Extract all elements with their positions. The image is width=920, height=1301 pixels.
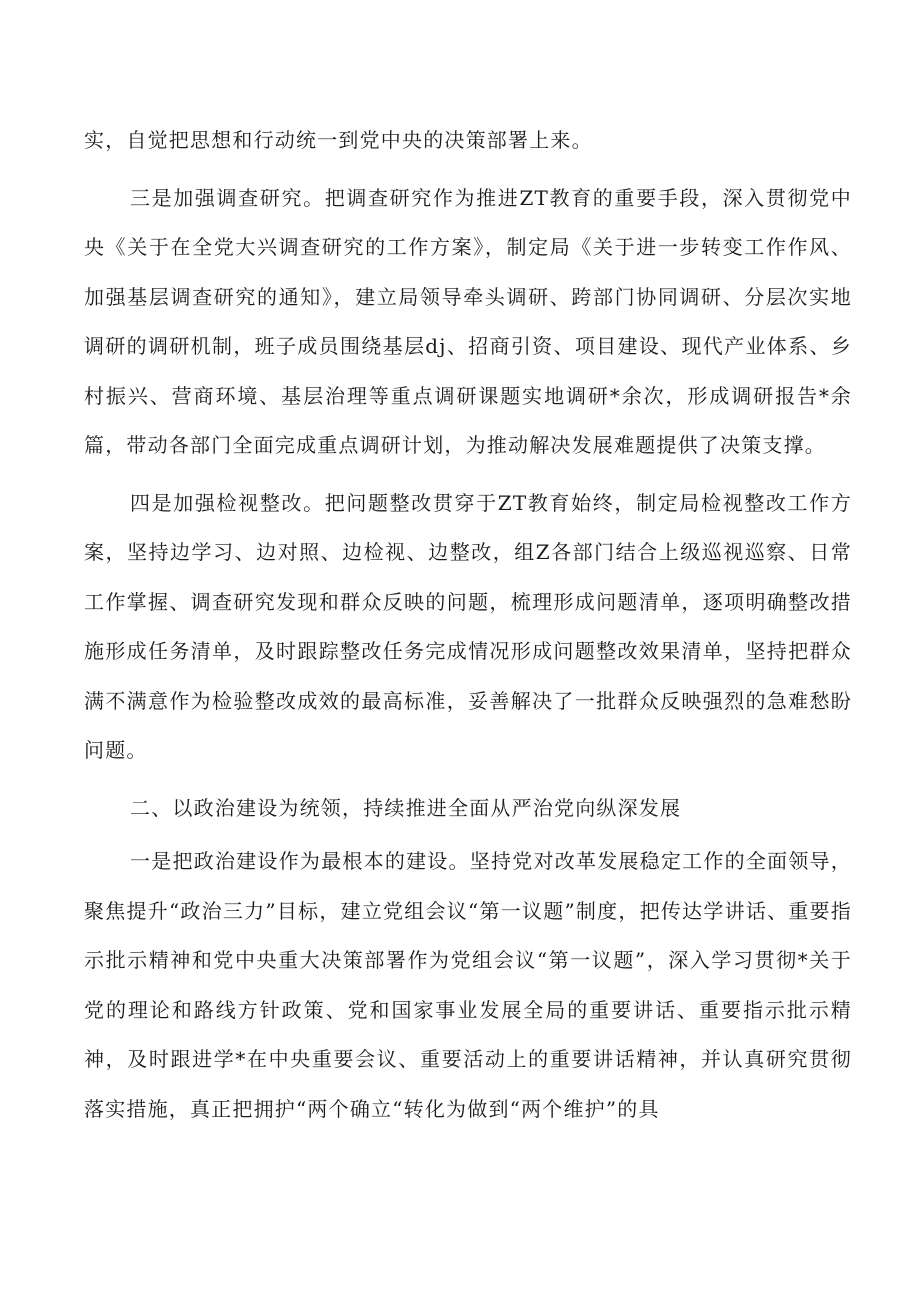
document-page (84, 116, 852, 1134)
paragraph-continuation: 实，自觉把思想和行动统一到党中央的决策部署上来。 (84, 128, 593, 152)
paragraph-investigation-research: 三是加强调查研究。把调查研究作为推进ZT教育的重要手段，深入贯彻党中央《关于在全党大兴调查研究的工作方案》，制定局《关于进一步转变工作作风、加强基层调查研究的通知》，建立局领导牵头调研、跨部门协同调研、分层次实地调研的调研机制，班子成员围绕基层dj、招商引资、项目建设、现代产业体系、乡村振兴、营商环境、基层治理等重点调研课题实地调研*余次，形成调研报告*余篇，带动各部门全面完成重点调研计划，为推动解决发展难题提供了决策支撑。 (84, 185, 852, 457)
paragraph-political-construction: 一是把政治建设作为最根本的建设。坚持党对改革发展稳定工作的全面领导，聚焦提升“政治三力”目标，建立党组会议“第一议题”制度，把传达学讲话、重要指示批示精神和党中央重大决策部署作为党组会议“第一议题”，深入学习贯彻*关于党的理论和路线方针政策、党和国家事业发展全局的重要讲话、重要指示批示精神，及时跟进学*在中央重要会议、重要活动上的重要讲话精神，并认真研究贯彻落实措施，真正把拥护“两个确立“转化为做到“两个维护”的具 (84, 849, 852, 1121)
section-heading-political-construction: 二、以政治建设为统领，持续推进全面从严治党向纵深发展 (130, 795, 682, 820)
paragraph-inspection-rectification: 四是加强检视整改。把问题整改贯穿于ZT教育始终，制定局检视整改工作方案，坚持边学习、边对照、边检视、边整改，组Z各部门结合上级巡视巡察、日常工作掌握、调查研究发现和群众反映的问题，梳理形成问题清单，逐项明确整改措施形成任务清单，及时跟踪整改任务完成情况形成问题整改效果清单，坚持把群众满不满意作为检验整改成效的最高标准，妥善解决了一批群众反映强烈的急难愁盼问题。 (84, 490, 852, 762)
